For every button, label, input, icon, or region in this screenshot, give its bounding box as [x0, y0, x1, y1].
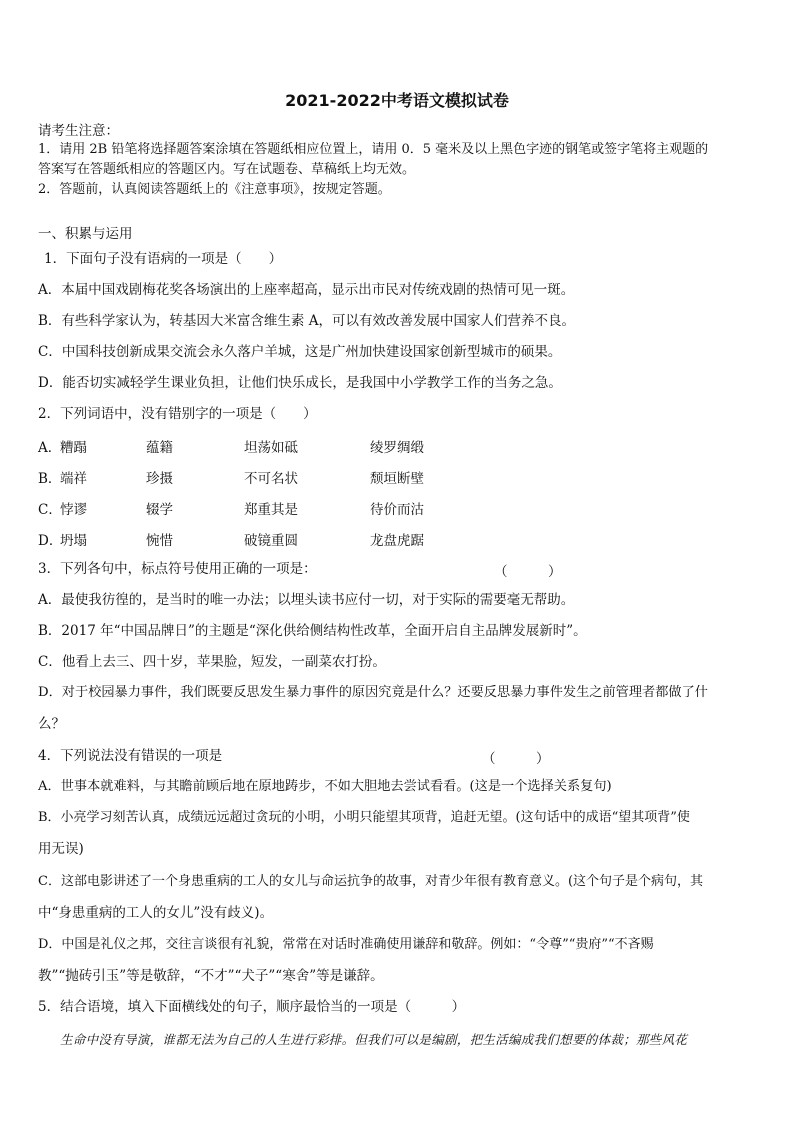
q1-option-a: A．本届中国戏剧梅花奖各场演出的上座率超高，显示出市民对传统戏剧的热情可见一斑。	[38, 282, 575, 298]
notice-heading: 请考生注意：	[38, 123, 119, 139]
q2-word: 颓垣断壁	[370, 471, 424, 487]
q4-option-d: D．中国是礼仪之邦，交往言谈很有礼貌，常常在对话时准确使用谦辞和敬辞。例如：“令尊”“贵府”“不吝赐	[38, 937, 654, 952]
q2-word: 不可名状	[244, 471, 298, 487]
section-heading: 一、积累与运用	[38, 226, 133, 242]
q2-row-label: C．	[38, 502, 62, 518]
q2-row-label: A．	[38, 440, 62, 456]
q2-word: 坍塌	[60, 533, 87, 549]
q3-option-c: C．他看上去三、四十岁，苹果脸，短发，一副菜农打扮。	[38, 654, 386, 670]
q2-word: 绫罗绸缎	[370, 440, 424, 456]
q2-stem: 2．下列词语中，没有错别字的一项是（ ）	[38, 406, 317, 422]
q3-option-d: D．对于校园暴力事件，我们既要反思发生暴力事件的原因究竟是什么？还要反思暴力事件发生之前管理者都做了什	[38, 685, 708, 700]
q4-option-d-cont: 教”“抛砖引玉”等是敬辞，“不才”“犬子”“寒舍”等是谦辞。	[38, 968, 384, 984]
q4-answer-paren: （ ）	[482, 751, 550, 767]
q2-word: 待价而沽	[370, 502, 424, 518]
q2-word: 糟蹋	[60, 440, 87, 456]
q1-option-c: C．中国科技创新成果交流会永久落户羊城，这是广州加快建设国家创新型城市的硕果。	[38, 344, 562, 360]
q2-word: 龙盘虎踞	[370, 533, 424, 549]
q1-option-d: D．能否切实减轻学生课业负担，让他们快乐成长，是我国中小学教学工作的当务之急。	[38, 375, 562, 391]
notice-line-1: 1．请用 2B 铅笔将选择题答案涂填在答题纸相应位置上，请用 0．5 毫米及以上黑色字迹的钢笔或签字笔将主观题的	[38, 142, 709, 157]
q2-row-label: B．	[38, 471, 62, 487]
q4-option-c: C．这部电影讲述了一个身患重病的工人的女儿与命运抗争的故事，对青少年很有教育意义。(这个句子是个病句，其	[38, 874, 704, 889]
q4-option-b: B．小亮学习刻苦认真，成绩远远超过贪玩的小明，小明只能望其项背，追赶无望。(这句话中的成语“望其项背”使	[38, 810, 690, 825]
q3-stem: 3．下列各句中，标点符号使用正确的一项是：	[38, 561, 317, 577]
notice-line-2: 答案写在答题纸相应的答题区内。写在试题卷、草稿纸上均无效。	[38, 162, 416, 177]
q3-answer-paren: （ ）	[494, 564, 562, 580]
q2-row-label: D．	[38, 533, 63, 549]
q5-stem: 5．结合语境，填入下面横线处的句子，顺序最恰当的一项是（ ）	[38, 999, 466, 1015]
q2-word: 珍摄	[146, 471, 173, 487]
q3-option-a: A．最使我彷徨的，是当时的唯一办法；以埋头读书应付一切，对于实际的需要毫无帮助。	[38, 592, 575, 608]
q5-passage: 生命中没有导演，谁都无法为自己的人生进行彩排。但我们可以是编剧，把生活编成我们想要的体裁；那些风花	[60, 1032, 688, 1047]
q4-option-a: A．世事本就难料，与其瞻前顾后地在原地踌步，不如大胆地去尝试看看。(这是一个选择关系复句)	[38, 779, 612, 794]
q2-word: 悖谬	[60, 502, 87, 518]
q2-word: 惋惜	[146, 533, 173, 549]
page-title: 2021-2022中考语文模拟试卷	[285, 91, 509, 110]
q1-stem: 1．下面句子没有语病的一项是（ ）	[44, 251, 283, 267]
q4-stem: 4．下列说法没有错误的一项是	[38, 748, 223, 764]
q2-word: 坦荡如砥	[244, 440, 298, 456]
q2-word: 蕴籍	[146, 440, 173, 456]
q4-option-b-cont: 用无误)	[38, 841, 84, 857]
q2-word: 郑重其是	[244, 502, 298, 518]
q2-word: 破镜重圆	[244, 533, 298, 549]
q4-option-c-cont: 中“身患重病的工人的女儿”没有歧义)。	[38, 905, 274, 921]
q1-option-b: B．有些科学家认为，转基因大米富含维生素 A，可以有效改善发展中国家人们营养不良。	[38, 313, 575, 329]
q2-word: 辍学	[146, 502, 173, 518]
notice-line-3: 2．答题前，认真阅读答题纸上的《注意事项》，按规定答题。	[38, 182, 391, 197]
q2-word: 端祥	[60, 471, 87, 487]
q3-option-d-cont: 么？	[38, 716, 65, 732]
q3-option-b: B．2017 年“中国品牌日”的主题是“深化供给侧结构性改革，全面开启自主品牌发展新时”。	[38, 623, 587, 639]
